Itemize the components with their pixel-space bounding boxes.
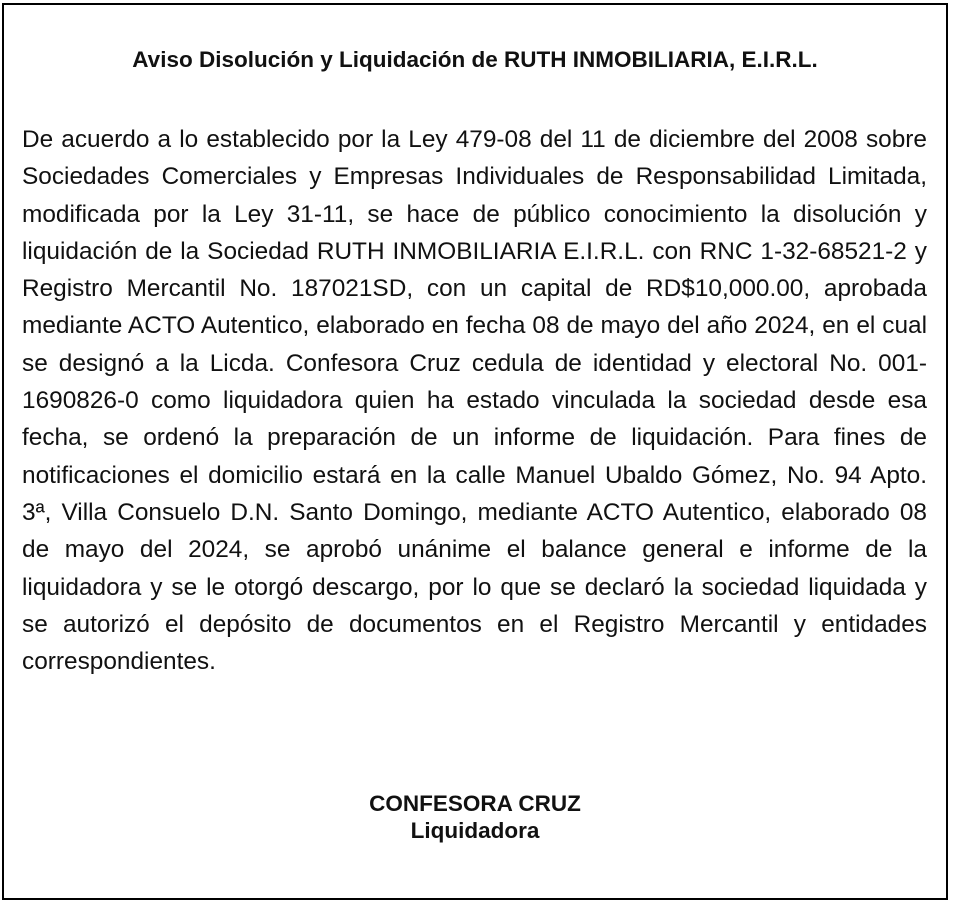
signature-block — [4, 790, 946, 844]
notice-title: Aviso Disolución y Liquidación de RUTH INMOBILIARIA, E.I.R.L. — [132, 47, 818, 72]
signature-role: Liquidadora — [410, 818, 540, 843]
signature-name: CONFESORA CRUZ — [369, 791, 581, 816]
legal-notice-box — [2, 3, 948, 900]
notice-body: De acuerdo a lo establecido por la Ley 479-08 del 11 de diciembre del 2008 sobre Sociedades Comerciales y Empresas Individuales de Responsabilidad Limitada, modificada por la Ley 31-11, se hace de público conocimiento la disolución y liquidación de la Sociedad RUTH INMOBILIARIA E.I.R.L. con RNC 1-32-68521-2 y Registro Mercantil No. 187021SD, con un capital de RD$10,000.00, aprobada mediante ACTO Autentico, elaborado en fecha 08 de mayo del año 2024, en el cual se designó a la Licda. Confesora Cruz cedula de identidad y electoral No. 001-1690826-0 como liquidadora quien ha estado vinculada la sociedad desde esa fecha, se ordenó la preparación de un informe de liquidación. Para fines de notificaciones el domicilio estará en la calle Manuel Ubaldo Gómez, No. 94 Apto. 3ª, Villa Consuelo D.N. Santo Domingo, mediante ACTO Autentico, elaborado 08 de mayo del 2024, se aprobó unánime el balance general e informe de la liquidadora y se le otorgó descargo, por lo que se declaró la sociedad liquidada y se autorizó el depósito de documentos en el Registro Mercantil y entidades correspondientes. — [22, 126, 927, 676]
